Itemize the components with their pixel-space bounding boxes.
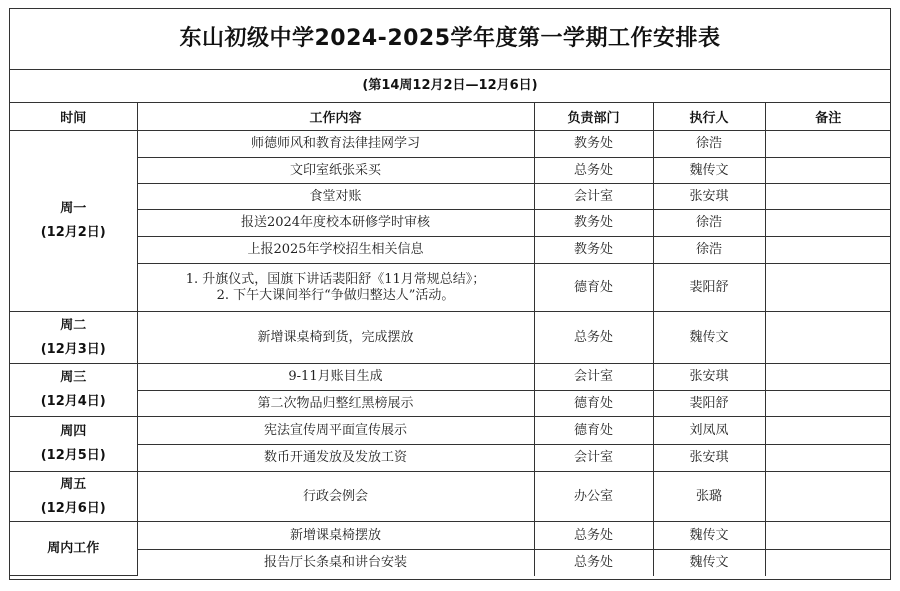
table-row: [10, 522, 891, 550]
task-content: 新增课桌椅摆放: [137, 522, 534, 550]
table-row: [10, 312, 891, 364]
task-note: [765, 364, 891, 391]
week-subtitle: (第14周12月2日—12月6日): [10, 70, 890, 103]
task-note: [765, 237, 891, 264]
schedule-table: [10, 103, 891, 576]
task-note: [765, 184, 891, 210]
day-cell-friday: [10, 472, 137, 522]
table-row: [10, 210, 891, 237]
task-person: 徐浩: [653, 210, 765, 237]
task-content: 报送2024年度校本研修学时审核: [137, 210, 534, 237]
task-note: [765, 264, 891, 312]
task-note: [765, 445, 891, 472]
task-person: 张璐: [653, 472, 765, 522]
page-title: 东山初级中学2024-2025学年度第一学期工作安排表: [10, 9, 890, 70]
header-time: 时间: [10, 103, 137, 131]
task-content-line: 2. 下午大课间举行“争做归整达人”活动。: [216, 287, 455, 303]
schedule-sheet: [9, 8, 891, 580]
task-content: 文印室纸张采买: [137, 158, 534, 184]
task-dept: 会计室: [534, 445, 653, 472]
task-dept: 教务处: [534, 237, 653, 264]
task-content: 师德师风和教育法律挂网学习: [137, 131, 534, 158]
task-note: [765, 522, 891, 550]
task-note: [765, 131, 891, 158]
task-person: 徐浩: [653, 131, 765, 158]
task-note: [765, 312, 891, 364]
day-cell-monday: [10, 131, 137, 312]
table-row: [10, 417, 891, 445]
header-row: [10, 103, 891, 131]
task-person: 魏传文: [653, 550, 765, 576]
task-person: 张安琪: [653, 184, 765, 210]
task-content: 报告厅长条桌和讲台安装: [137, 550, 534, 576]
task-dept: 教务处: [534, 210, 653, 237]
task-note: [765, 210, 891, 237]
table-row: [10, 131, 891, 158]
task-note: [765, 550, 891, 576]
header-dept: 负责部门: [534, 103, 653, 131]
task-content-line: 1. 升旗仪式，国旗下讲话裴阳舒《11月常规总结》；: [185, 271, 486, 287]
day-cell-wednesday: [10, 364, 137, 417]
task-content: 第二次物品归整红黑榜展示: [137, 391, 534, 417]
task-content: [137, 264, 534, 312]
day-name: 周一: [60, 201, 87, 216]
day-name: 周二: [60, 317, 87, 333]
task-dept: 总务处: [534, 312, 653, 364]
table-row: [10, 550, 891, 576]
day-date: (12月5日): [40, 448, 106, 463]
task-person: 魏传文: [653, 522, 765, 550]
day-cell-tuesday: [10, 312, 137, 364]
task-dept: 总务处: [534, 522, 653, 550]
table-row: [10, 264, 891, 312]
task-person: 魏传文: [653, 312, 765, 364]
task-dept: 教务处: [534, 131, 653, 158]
day-name: 周四: [60, 424, 87, 439]
table-row: [10, 184, 891, 210]
task-person: 裴阳舒: [653, 264, 765, 312]
table-row: [10, 445, 891, 472]
task-dept: 总务处: [534, 158, 653, 184]
task-content: 上报2025年学校招生相关信息: [137, 237, 534, 264]
task-dept: 德育处: [534, 391, 653, 417]
task-dept: 会计室: [534, 364, 653, 391]
task-person: 张安琪: [653, 445, 765, 472]
day-date: (12月6日): [40, 500, 106, 516]
task-person: 魏传文: [653, 158, 765, 184]
task-dept: 德育处: [534, 264, 653, 312]
day-name: 周内工作: [47, 540, 100, 556]
task-note: [765, 158, 891, 184]
day-cell-thursday: [10, 417, 137, 472]
task-person: 刘凤凤: [653, 417, 765, 445]
task-person: 裴阳舒: [653, 391, 765, 417]
header-person: 执行人: [653, 103, 765, 131]
task-content: 行政会例会: [137, 472, 534, 522]
table-row: [10, 158, 891, 184]
table-row: [10, 472, 891, 522]
task-note: [765, 417, 891, 445]
task-person: 徐浩: [653, 237, 765, 264]
task-content: 数币开通发放及发放工资: [137, 445, 534, 472]
task-dept: 总务处: [534, 550, 653, 576]
task-content: 新增课桌椅到货，完成摆放: [137, 312, 534, 364]
table-row: [10, 391, 891, 417]
header-note: 备注: [765, 103, 891, 131]
header-content: 工作内容: [137, 103, 534, 131]
day-cell-weekly: [10, 522, 137, 576]
task-dept: 德育处: [534, 417, 653, 445]
task-note: [765, 391, 891, 417]
task-person: 张安琪: [653, 364, 765, 391]
task-content: 9-11月账目生成: [137, 364, 534, 391]
task-dept: 办公室: [534, 472, 653, 522]
day-date: (12月2日): [40, 225, 106, 240]
task-dept: 会计室: [534, 184, 653, 210]
table-row: [10, 364, 891, 391]
day-name: 周三: [60, 370, 87, 385]
task-content: 宪法宣传周平面宣传展示: [137, 417, 534, 445]
table-row: [10, 237, 891, 264]
day-date: (12月3日): [40, 341, 106, 357]
day-name: 周五: [60, 476, 87, 492]
day-date: (12月4日): [40, 394, 106, 409]
task-content: 食堂对账: [137, 184, 534, 210]
task-note: [765, 472, 891, 522]
